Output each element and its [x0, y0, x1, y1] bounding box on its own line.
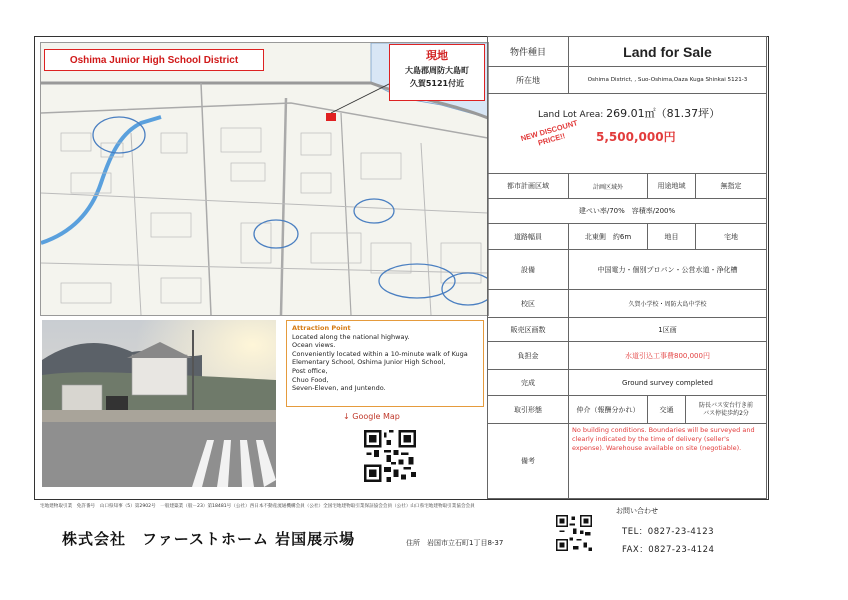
location-line-2: 久賀5121付近 [409, 79, 465, 88]
lots-label: 販売区画数 [510, 325, 546, 334]
lots-value-cell [568, 317, 767, 342]
road-label-cell [487, 223, 569, 250]
location-title: 現地 [426, 49, 448, 62]
burden-value: 水道引込工事費800,000円 [625, 351, 710, 360]
location-label-cell [487, 66, 569, 94]
transaction-value-cell [568, 395, 648, 424]
road-value: 北東側 約6m [584, 232, 632, 241]
land-category-label: 地目 [664, 232, 679, 241]
property-photo [42, 320, 276, 487]
transport-value-cell [685, 395, 767, 424]
attraction-point-box [286, 320, 484, 407]
completion-label-cell [487, 369, 569, 396]
road-value-cell [568, 223, 648, 250]
discount-label: NEW DISCOUNT PRICE!! [519, 118, 579, 148]
zoning-value-cell [695, 173, 767, 199]
transport-value: 防長バス安台行き前 バス停徒歩約2分 [698, 401, 753, 417]
completion-value-cell [568, 369, 767, 396]
location-value-cell [568, 66, 767, 94]
photo-drawing [42, 320, 276, 487]
attraction-line: Elementary School, Oshima Junior High School, [292, 358, 446, 367]
burden-label-cell [487, 341, 569, 370]
ratio-value: 建ぺい率/70% 容積率/200% [578, 207, 676, 215]
zoning-label: 用途地域 [657, 182, 686, 190]
completion-value: Ground survey completed [622, 378, 713, 387]
city-planning-value: 計画区域外 [592, 183, 623, 191]
completion-label: 完成 [521, 378, 535, 387]
facilities-value-cell [568, 249, 767, 290]
property-type-value: Land for Sale [623, 43, 712, 60]
city-planning-label: 都市計画区域 [507, 182, 549, 190]
transaction-label-cell [487, 395, 569, 424]
land-category-value: 宅地 [724, 232, 738, 241]
facilities-label: 設備 [521, 265, 535, 274]
land-category-value-cell [695, 223, 767, 250]
company-name: 株式会社 ファーストホーム 岩国展示場 [62, 530, 356, 548]
price-area-cell [487, 93, 767, 174]
burden-label: 負担金 [517, 351, 539, 360]
property-type-value-cell [568, 36, 767, 67]
attraction-line: Ocean views. [292, 341, 336, 350]
land-category-label-cell [647, 223, 696, 250]
remarks-label-cell [487, 423, 569, 499]
school-label: 校区 [521, 299, 535, 308]
school-label-cell [487, 289, 569, 318]
remarks-value: No building conditions. Boundaries will be surveyed and clearly indicated by the time of delivery (seller's expense). Warehouse available on site (negotiable). [572, 426, 755, 452]
remarks-value-cell [568, 423, 767, 499]
google-map-label: ↓ Google Map [343, 412, 400, 421]
property-type-label-cell [487, 36, 569, 67]
transport-label-cell [647, 395, 686, 424]
facilities-label-cell [487, 249, 569, 290]
city-planning-value-cell [568, 173, 648, 199]
price-value: 5,500,000円 [596, 130, 676, 144]
ratio-cell [487, 198, 767, 224]
location-value: Oshima District, , Suo-Oshima,Oaza Kuga Shinkai 5121-3 [587, 77, 748, 83]
lots-label-cell [487, 317, 569, 342]
company-address: 住所 岩国市立石町1丁目8-37 [406, 539, 504, 547]
attraction-line: Post office, [292, 366, 328, 375]
attraction-line: Seven-Eleven, and Juntendo. [292, 384, 386, 393]
burden-value-cell [568, 341, 767, 370]
attraction-title: Attraction Point [292, 324, 351, 332]
attraction-line: Located along the national highway. [292, 332, 410, 341]
transaction-label: 取引形態 [514, 405, 542, 414]
school-district-label: Oshima Junior High School District [44, 49, 264, 71]
zoning-value: 無指定 [720, 182, 742, 190]
license-info: 宅地建物取引業 免許番号 山口県知事（5）第2902号 一般建築業（般－23）第18481号（公社）西日本不動産流通機構会員（公社）全国宅地建物取引業保証協会会員（公社）山口県宅地建物取引業協会会員 [40, 504, 475, 509]
road-label: 道路幅員 [514, 232, 542, 241]
facilities-value: 中国電力・個別プロパン・公営水道・浄化槽 [597, 265, 738, 274]
school-value-cell [568, 289, 767, 318]
attraction-line: Chuo Food, [292, 375, 329, 384]
telephone-number[interactable]: TEL：0827-23-4123 [622, 527, 715, 537]
attraction-line: Conveniently located within a 10-minute walk of Kuga [292, 349, 468, 358]
google-map-qr-code[interactable] [364, 430, 416, 482]
location-line-1: 大島郡周防大島町 [405, 66, 469, 75]
remarks-label: 備考 [521, 457, 535, 465]
contact-qr-code[interactable] [556, 515, 592, 551]
transport-label: 交通 [659, 405, 674, 414]
location-label: 所在地 [516, 75, 540, 85]
area-value: 269.01㎡（81.37坪） [606, 107, 721, 120]
zoning-label-cell [647, 173, 696, 199]
city-planning-label-cell [487, 173, 569, 199]
location-callout [389, 44, 485, 101]
fax-number: FAX：0827-23-4124 [622, 545, 715, 555]
school-value: 久賀小学校・周防大島中学校 [628, 301, 707, 308]
transaction-value: 仲介（報酬分かれ） [576, 405, 640, 414]
property-type-label: 物件種目 [509, 48, 546, 58]
lots-value: 1区画 [658, 325, 677, 334]
contact-label: お問い合わせ [616, 507, 658, 515]
area-label: Land Lot Area: [538, 110, 607, 120]
